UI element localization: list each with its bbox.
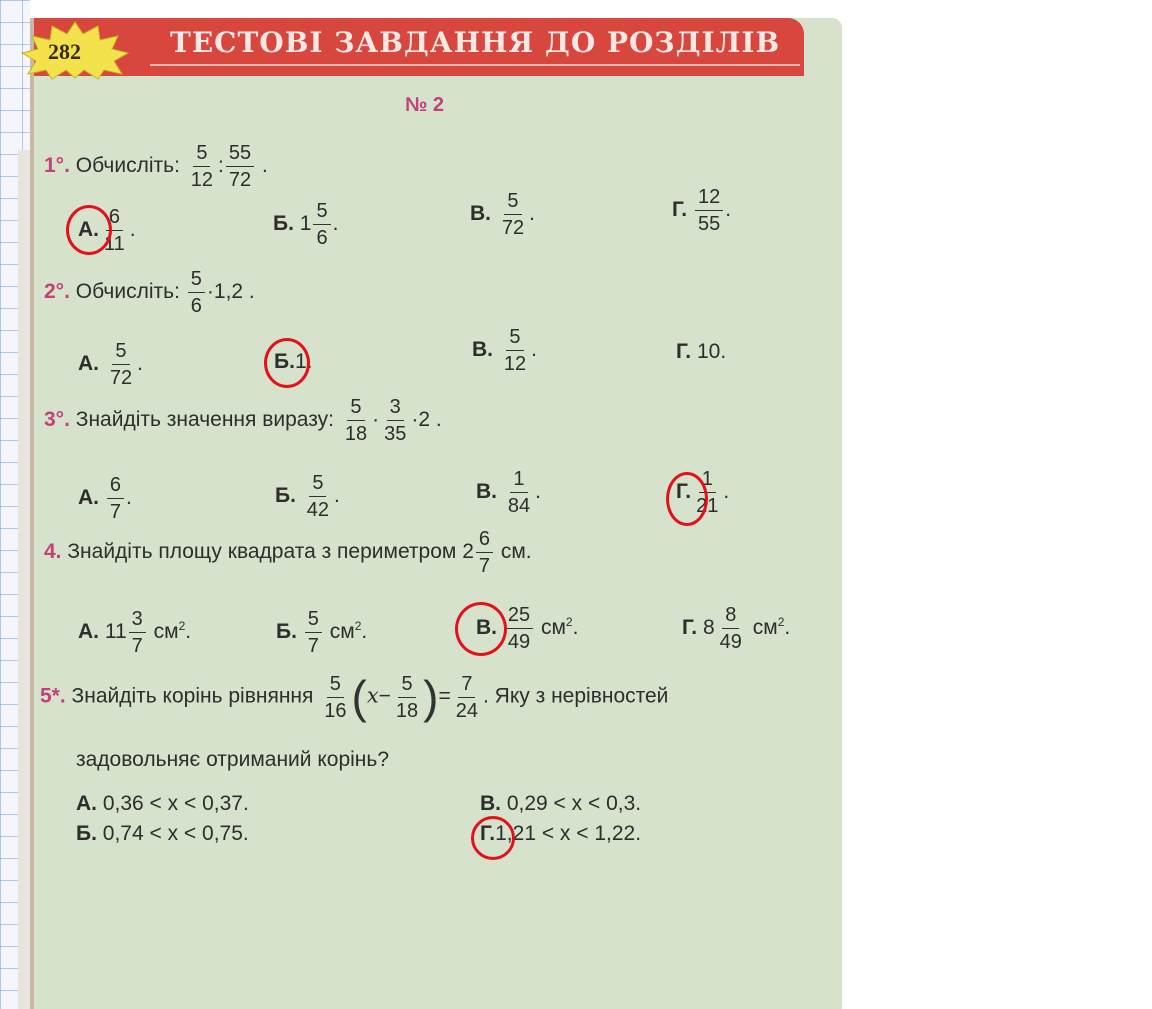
q4-option-v: В. $\frac{25}{49}$ $см^2$.	[476, 604, 579, 653]
q1-option-a: А. $\frac{6}{11}$ .	[78, 206, 136, 255]
q1-option-g: Г. $\frac{12}{55}$ .	[672, 186, 732, 235]
question-1: 1°. Обчисліть: $\frac{5}{12}$ : $\frac{55}{72}$ .	[44, 142, 268, 191]
header-underline	[150, 64, 800, 66]
fraction: $\frac{55}{72}$	[226, 142, 254, 191]
fraction: $\frac{5}{12}$	[190, 142, 214, 191]
answer-circle-mark	[264, 338, 313, 388]
page-number-badge	[20, 20, 130, 80]
q3-option-v: В. $\frac{1}{84}$ .	[476, 468, 541, 517]
page-number: 282	[48, 39, 81, 64]
q4-option-g: Г. 8 $\frac{8}{49}$ $см^2$.	[682, 604, 791, 653]
q2-option-g: Г. 10.	[676, 340, 727, 363]
question-5: 5*. Знайдіть корінь рівняння $\frac{5}{16}$ (x− $\frac{5}{18}$ )= $\frac{7}{24}$ . Яку з нерівностей	[40, 671, 669, 723]
q3-option-b: Б. $\frac{5}{42}$ .	[275, 472, 340, 521]
page-header-title: ТЕСТОВІ ЗАВДАННЯ ДО РОЗДІЛІВ	[170, 26, 781, 59]
q4-option-a: А. 11 $\frac{3}{7}$ $см^2$.	[78, 608, 192, 657]
q1-option-v: В. $\frac{5}{72}$ .	[470, 190, 535, 239]
q1-option-b: Б. 1 $\frac{5}{6}$ .	[273, 200, 339, 249]
q5-option-g: Г.1,21 < x < 1,22.	[480, 822, 642, 845]
q2-option-v: В. $\frac{5}{12}$ .	[472, 326, 537, 375]
answer-circle-mark	[666, 472, 708, 526]
answer-circle-mark	[471, 816, 515, 860]
q2-option-b: Б.1.	[274, 350, 313, 373]
question-3: 3°. Знайдіть значення виразу: $\frac{5}{18}$ · $\frac{3}{35}$ ·2 .	[44, 396, 442, 445]
q5-option-b: Б. 0,74 < x < 0,75.	[76, 822, 249, 845]
page-edge	[18, 150, 30, 1009]
q5-option-v: В. 0,29 < x < 0,3.	[480, 792, 642, 815]
question-2: 2°. Обчисліть: $\frac{5}{6}$ ·1,2 .	[44, 268, 255, 317]
fraction: $\frac{5}{6}$	[188, 268, 205, 317]
q4-option-b: Б. $\frac{5}{7}$ $см^2$.	[276, 608, 368, 657]
question-text: Обчисліть:	[75, 154, 180, 178]
section-number: № 2	[405, 94, 444, 116]
answer-circle-mark	[66, 205, 112, 255]
question-5-line2: задовольняє отриманий корінь?	[76, 748, 390, 771]
question-number: 1°.	[44, 154, 70, 178]
q3-option-g: Г. $\frac{1}{21}$ .	[676, 468, 730, 517]
q3-option-a: А. $\frac{6}{7}$ .	[78, 474, 132, 523]
answer-circle-mark	[455, 602, 507, 656]
question-4: 4. Знайдіть площу квадрата з периметром 2 $\frac{6}{7}$ см.	[44, 528, 532, 577]
q5-option-a: А. 0,36 < x < 0,37.	[76, 792, 249, 815]
q2-option-a: А. $\frac{5}{72}$ .	[78, 340, 143, 389]
